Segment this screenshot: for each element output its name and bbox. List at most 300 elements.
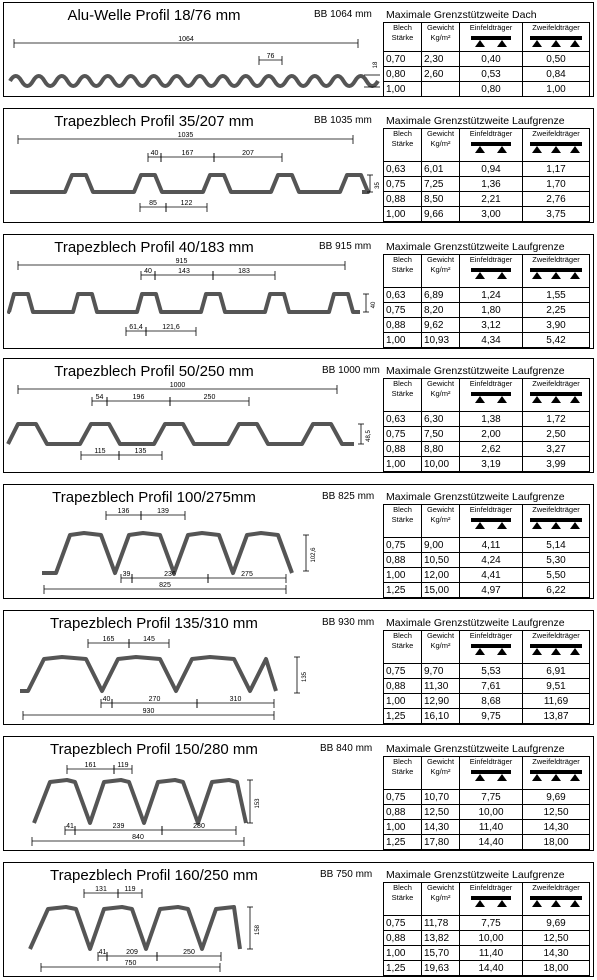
table-row (384, 162, 590, 177)
dimension: 209 (126, 949, 138, 956)
double-span-cell: 9,69 (523, 916, 590, 931)
thickness-cell: 0,88 (384, 192, 422, 207)
single-span-cell: 7,75 (460, 916, 523, 931)
dimension: 167 (181, 150, 194, 157)
table-row (384, 52, 590, 67)
double-span-cell: 5,42 (523, 333, 590, 348)
double-span-cell: 0,50 (523, 52, 590, 67)
span-caption: Maximale Grenzstützweite Laufgrenze (386, 869, 565, 881)
weight-cell: 8,80 (422, 442, 460, 457)
dimension: 275 (241, 571, 253, 578)
single-span-cell: 2,62 (460, 442, 523, 457)
double-span-cell: 5,50 (523, 568, 590, 583)
single-span-cell: 7,75 (460, 790, 523, 805)
single-span-beam-icon (469, 34, 513, 48)
table-row (384, 835, 590, 850)
table-row (384, 427, 590, 442)
thickness-cell: 0,88 (384, 679, 422, 694)
thickness-cell: 1,00 (384, 820, 422, 835)
weight-header: Gewicht Kg/m² (422, 631, 460, 664)
double-span-beam-icon (528, 140, 584, 154)
span-table (383, 128, 590, 222)
single-span-header: Einfeldträger (460, 883, 523, 916)
weight-cell: 9,66 (422, 207, 460, 222)
dimension: 143 (178, 268, 190, 275)
table-row (384, 709, 590, 724)
dimension: 239 (112, 823, 125, 830)
double-span-cell: 9,51 (523, 679, 590, 694)
single-span-cell: 3,00 (460, 207, 523, 222)
table-row (384, 946, 590, 961)
weight-cell: 11,78 (422, 916, 460, 931)
thickness-cell: 0,75 (384, 538, 422, 553)
dimension: 85 (149, 200, 157, 207)
dimension: 161 (84, 762, 97, 769)
dimension: 207 (242, 150, 254, 157)
profile-panel (3, 484, 594, 599)
double-span-cell: 1,70 (523, 177, 590, 192)
thickness-cell: 1,00 (384, 82, 422, 97)
single-span-cell: 2,00 (460, 427, 523, 442)
building-width: BB 840 mm (320, 743, 373, 754)
thickness-header: Blech Stärke (384, 255, 422, 288)
table-row (384, 207, 590, 222)
weight-cell: 10,50 (422, 553, 460, 568)
dimension: 270 (148, 696, 161, 703)
single-span-cell: 1,80 (460, 303, 523, 318)
double-span-beam-icon (528, 34, 584, 48)
table-row (384, 412, 590, 427)
span-table (383, 22, 590, 97)
single-span-cell: 7,61 (460, 679, 523, 694)
table-row (384, 67, 590, 82)
table-row (384, 318, 590, 333)
weight-header: Gewicht Kg/m² (422, 129, 460, 162)
double-span-beam-icon (528, 768, 584, 782)
thickness-cell: 1,25 (384, 961, 422, 976)
weight-cell: 8,20 (422, 303, 460, 318)
thickness-cell: 1,25 (384, 583, 422, 598)
single-span-header: Einfeldträger (460, 255, 523, 288)
weight-header: Gewicht Kg/m² (422, 255, 460, 288)
single-span-cell: 4,41 (460, 568, 523, 583)
double-span-cell: 9,69 (523, 790, 590, 805)
single-span-cell: 11,40 (460, 946, 523, 961)
dimension: 280 (193, 823, 205, 830)
thickness-cell: 0,75 (384, 177, 422, 192)
weight-cell: 13,82 (422, 931, 460, 946)
profile-drawing (4, 737, 382, 850)
double-span-cell: 3,99 (523, 457, 590, 472)
double-span-beam-icon (528, 894, 584, 908)
thickness-cell: 1,00 (384, 207, 422, 222)
double-span-cell: 3,90 (523, 318, 590, 333)
thickness-header: Blech Stärke (384, 505, 422, 538)
weight-cell: 6,30 (422, 412, 460, 427)
weight-cell: 16,10 (422, 709, 460, 724)
single-span-header: Einfeldträger (460, 757, 523, 790)
dimension: 183 (238, 268, 250, 275)
table-row (384, 442, 590, 457)
weight-cell: 7,50 (422, 427, 460, 442)
thickness-cell: 0,75 (384, 916, 422, 931)
thickness-cell: 1,25 (384, 709, 422, 724)
thickness-header: Blech Stärke (384, 379, 422, 412)
deep-trapezoid-profile (20, 657, 276, 691)
thickness-header: Blech Stärke (384, 631, 422, 664)
width-dimension: 840 (132, 834, 144, 841)
building-width: BB 1000 mm (322, 365, 380, 376)
double-span-header: Zweifeldträger (523, 255, 590, 288)
weight-cell: 8,50 (422, 192, 460, 207)
double-span-cell: 14,30 (523, 946, 590, 961)
dimension: 196 (132, 394, 145, 401)
span-caption: Maximale Grenzstützweite Laufgrenze (386, 617, 565, 629)
span-caption: Maximale Grenzstützweite Dach (386, 9, 537, 21)
profile-panel (3, 234, 594, 349)
single-span-beam-icon (469, 516, 513, 530)
dimension: 250 (203, 394, 216, 401)
profile-drawing (4, 863, 382, 976)
table-row (384, 790, 590, 805)
single-span-cell: 4,34 (460, 333, 523, 348)
double-span-cell: 5,30 (523, 553, 590, 568)
double-span-cell: 2,25 (523, 303, 590, 318)
profile-panel (3, 610, 594, 725)
thickness-cell: 0,75 (384, 427, 422, 442)
single-span-cell: 4,97 (460, 583, 523, 598)
double-span-cell: 13,87 (523, 709, 590, 724)
table-row (384, 583, 590, 598)
thickness-header: Blech Stärke (384, 757, 422, 790)
wave-profile (10, 76, 378, 86)
dimension: 139 (157, 508, 169, 515)
table-row (384, 694, 590, 709)
single-span-cell: 3,19 (460, 457, 523, 472)
table-row (384, 916, 590, 931)
building-width: BB 930 mm (322, 617, 375, 628)
height-dimension: 158 (255, 924, 261, 936)
profile-title: Trapezblech Profil 100/275mm (52, 489, 256, 506)
thickness-header: Blech Stärke (384, 23, 422, 52)
single-span-cell: 0,80 (460, 82, 523, 97)
dimension: 122 (180, 200, 193, 207)
trapezoid-profile (10, 175, 368, 192)
double-span-cell: 5,14 (523, 538, 590, 553)
double-span-cell: 12,50 (523, 805, 590, 820)
thickness-cell: 1,25 (384, 835, 422, 850)
thickness-cell: 0,88 (384, 442, 422, 457)
thickness-cell: 0,88 (384, 553, 422, 568)
width-dimension: 1064 (178, 36, 194, 43)
thickness-cell: 0,80 (384, 67, 422, 82)
dimension: 136 (117, 508, 130, 515)
table-row (384, 664, 590, 679)
double-span-header: Zweifeldträger (523, 631, 590, 664)
single-span-cell: 10,00 (460, 931, 523, 946)
table-row (384, 538, 590, 553)
dimension: 310 (229, 696, 242, 703)
single-span-cell: 0,40 (460, 52, 523, 67)
profile-title: Trapezblech Profil 160/250 mm (50, 867, 258, 884)
dimension: 119 (124, 886, 136, 893)
table-row (384, 805, 590, 820)
weight-cell: 12,50 (422, 805, 460, 820)
table-row (384, 568, 590, 583)
single-span-beam-icon (469, 768, 513, 782)
weight-cell: 6,01 (422, 162, 460, 177)
thickness-cell: 1,00 (384, 457, 422, 472)
profile-drawing (4, 3, 382, 96)
single-span-cell: 9,75 (460, 709, 523, 724)
trapezoid-profile (9, 294, 360, 312)
width-dimension: 930 (142, 708, 155, 715)
height-dimension: 40 (371, 301, 377, 309)
thickness-cell: 0,63 (384, 288, 422, 303)
weight-cell: 7,25 (422, 177, 460, 192)
dimension: 119 (117, 762, 129, 769)
building-width: BB 1035 mm (314, 115, 372, 126)
building-width: BB 1064 mm (314, 9, 372, 20)
profile-drawing (4, 359, 382, 472)
weight-header: Gewicht Kg/m² (422, 883, 460, 916)
single-span-cell: 5,53 (460, 664, 523, 679)
thickness-cell: 1,00 (384, 333, 422, 348)
double-span-header: Zweifeldträger (523, 505, 590, 538)
thickness-cell: 0,88 (384, 805, 422, 820)
double-span-header: Zweifeldträger (523, 757, 590, 790)
weight-cell: 15,70 (422, 946, 460, 961)
thickness-cell: 0,70 (384, 52, 422, 67)
table-row (384, 931, 590, 946)
double-span-header: Zweifeldträger (523, 379, 590, 412)
profile-title: Trapezblech Profil 150/280 mm (50, 741, 258, 758)
single-span-cell: 3,12 (460, 318, 523, 333)
weight-cell: 10,93 (422, 333, 460, 348)
single-span-cell: 11,40 (460, 820, 523, 835)
dimension: 40 (150, 150, 159, 157)
dimension: 250 (183, 949, 195, 956)
height-dimension: 102,6 (311, 547, 317, 563)
double-span-header: Zweifeldträger (523, 23, 590, 52)
weight-header: Gewicht Kg/m² (422, 23, 460, 52)
single-span-cell: 10,00 (460, 805, 523, 820)
double-span-beam-icon (528, 390, 584, 404)
profile-drawing (4, 109, 382, 222)
thickness-cell: 0,75 (384, 303, 422, 318)
double-span-beam-icon (528, 642, 584, 656)
weight-cell: 9,00 (422, 538, 460, 553)
double-span-cell: 1,55 (523, 288, 590, 303)
span-table (383, 882, 590, 976)
dimension: 115 (94, 448, 106, 455)
weight-cell: 2,60 (422, 67, 460, 82)
single-span-beam-icon (469, 390, 513, 404)
single-span-cell: 1,36 (460, 177, 523, 192)
weight-cell: 19,63 (422, 961, 460, 976)
table-row (384, 177, 590, 192)
weight-cell: 9,62 (422, 318, 460, 333)
single-span-header: Einfeldträger (460, 505, 523, 538)
table-row (384, 288, 590, 303)
profile-title: Alu-Welle Profil 18/76 mm (67, 7, 241, 24)
height-dimension: 35 (375, 182, 381, 189)
weight-cell: 12,00 (422, 568, 460, 583)
double-span-cell: 12,50 (523, 931, 590, 946)
single-span-beam-icon (469, 642, 513, 656)
table-row (384, 820, 590, 835)
profile-drawing (4, 485, 382, 598)
span-caption: Maximale Grenzstützweite Laufgrenze (386, 491, 565, 503)
double-span-beam-icon (528, 516, 584, 530)
table-row (384, 553, 590, 568)
thickness-cell: 0,75 (384, 664, 422, 679)
table-row (384, 961, 590, 976)
width-dimension: 915 (175, 258, 188, 265)
double-span-cell: 14,30 (523, 820, 590, 835)
dimension: 54 (95, 394, 104, 401)
profile-title: Trapezblech Profil 135/310 mm (50, 615, 258, 632)
double-span-cell: 3,27 (523, 442, 590, 457)
single-span-cell: 4,24 (460, 553, 523, 568)
table-row (384, 457, 590, 472)
dimension: 61,4 (129, 324, 143, 331)
double-span-cell: 18,00 (523, 961, 590, 976)
dimension: 131 (95, 886, 107, 893)
table-row (384, 192, 590, 207)
single-span-cell: 14,40 (460, 961, 523, 976)
double-span-header: Zweifeldträger (523, 883, 590, 916)
double-span-cell: 1,00 (523, 82, 590, 97)
dimension: 145 (143, 636, 155, 643)
deep-trapezoid-profile (30, 907, 240, 949)
profile-panel (3, 862, 594, 977)
profile-drawing (4, 235, 382, 348)
deep-trapezoid-profile (34, 780, 246, 823)
weight-cell: 14,30 (422, 820, 460, 835)
single-span-cell: 0,94 (460, 162, 523, 177)
deep-trapezoid-profile (42, 533, 292, 573)
span-table (383, 756, 590, 850)
profile-panel (3, 736, 594, 851)
height-dimension: 135 (302, 671, 308, 683)
double-span-cell: 6,91 (523, 664, 590, 679)
span-caption: Maximale Grenzstützweite Laufgrenze (386, 241, 565, 253)
thickness-cell: 1,00 (384, 568, 422, 583)
dimension: 39 (122, 571, 131, 578)
width-dimension: 1035 (177, 132, 194, 139)
double-span-cell: 6,22 (523, 583, 590, 598)
thickness-cell: 0,88 (384, 318, 422, 333)
weight-cell: 12,90 (422, 694, 460, 709)
double-span-cell: 2,76 (523, 192, 590, 207)
weight-cell (422, 82, 460, 97)
thickness-cell: 0,63 (384, 412, 422, 427)
double-span-cell: 1,17 (523, 162, 590, 177)
width-dimension: 825 (159, 582, 171, 589)
span-caption: Maximale Grenzstützweite Laufgrenze (386, 115, 565, 127)
weight-cell: 6,89 (422, 288, 460, 303)
building-width: BB 750 mm (320, 869, 373, 880)
single-span-cell: 14,40 (460, 835, 523, 850)
trapezoid-profile (8, 424, 354, 444)
profile-panel (3, 2, 594, 97)
thickness-cell: 0,63 (384, 162, 422, 177)
table-row (384, 333, 590, 348)
single-span-beam-icon (469, 894, 513, 908)
thickness-cell: 0,88 (384, 931, 422, 946)
dimension: 41 (66, 823, 74, 830)
double-span-beam-icon (528, 266, 584, 280)
table-row (384, 303, 590, 318)
double-span-header: Zweifeldträger (523, 129, 590, 162)
thickness-cell: 1,00 (384, 946, 422, 961)
single-span-cell: 1,24 (460, 288, 523, 303)
thickness-cell: 0,75 (384, 790, 422, 805)
width-dimension: 750 (124, 960, 137, 967)
double-span-cell: 11,69 (523, 694, 590, 709)
dimension: 135 (134, 448, 147, 455)
dimension: 165 (102, 636, 115, 643)
thickness-header: Blech Stärke (384, 883, 422, 916)
profile-drawing (4, 611, 382, 724)
height-dimension: 48,5 (366, 430, 372, 442)
single-span-beam-icon (469, 266, 513, 280)
profile-title: Trapezblech Profil 40/183 mm (54, 239, 254, 256)
profile-title: Trapezblech Profil 35/207 mm (54, 113, 254, 130)
dimension: 40 (102, 696, 111, 703)
dimension: 236 (164, 571, 176, 578)
single-span-header: Einfeldträger (460, 23, 523, 52)
profile-panel (3, 108, 594, 223)
double-span-cell: 3,75 (523, 207, 590, 222)
weight-cell: 15,00 (422, 583, 460, 598)
profile-title: Trapezblech Profil 50/250 mm (54, 363, 254, 380)
thickness-cell: 1,00 (384, 694, 422, 709)
double-span-cell: 18,00 (523, 835, 590, 850)
table-row (384, 679, 590, 694)
profile-panel (3, 358, 594, 473)
weight-header: Gewicht Kg/m² (422, 505, 460, 538)
single-span-header: Einfeldträger (460, 129, 523, 162)
single-span-cell: 0,53 (460, 67, 523, 82)
span-table (383, 378, 590, 472)
single-span-header: Einfeldträger (460, 379, 523, 412)
double-span-cell: 0,84 (523, 67, 590, 82)
weight-cell: 2,30 (422, 52, 460, 67)
single-span-cell: 8,68 (460, 694, 523, 709)
weight-header: Gewicht Kg/m² (422, 379, 460, 412)
table-row (384, 82, 590, 97)
building-width: BB 825 mm (322, 491, 375, 502)
span-caption: Maximale Grenzstützweite Laufgrenze (386, 743, 565, 755)
weight-cell: 10,70 (422, 790, 460, 805)
single-span-cell: 1,38 (460, 412, 523, 427)
span-table (383, 504, 590, 598)
dimension: 121,6 (162, 324, 180, 331)
double-span-cell: 1,72 (523, 412, 590, 427)
weight-cell: 9,70 (422, 664, 460, 679)
weight-cell: 17,80 (422, 835, 460, 850)
span-table (383, 630, 590, 724)
single-span-cell: 4,11 (460, 538, 523, 553)
height-dimension: 18 (373, 61, 379, 69)
height-dimension: 153 (255, 798, 261, 809)
building-width: BB 915 mm (319, 241, 372, 252)
thickness-header: Blech Stärke (384, 129, 422, 162)
double-span-cell: 2,50 (523, 427, 590, 442)
dimension: 40 (144, 268, 152, 275)
